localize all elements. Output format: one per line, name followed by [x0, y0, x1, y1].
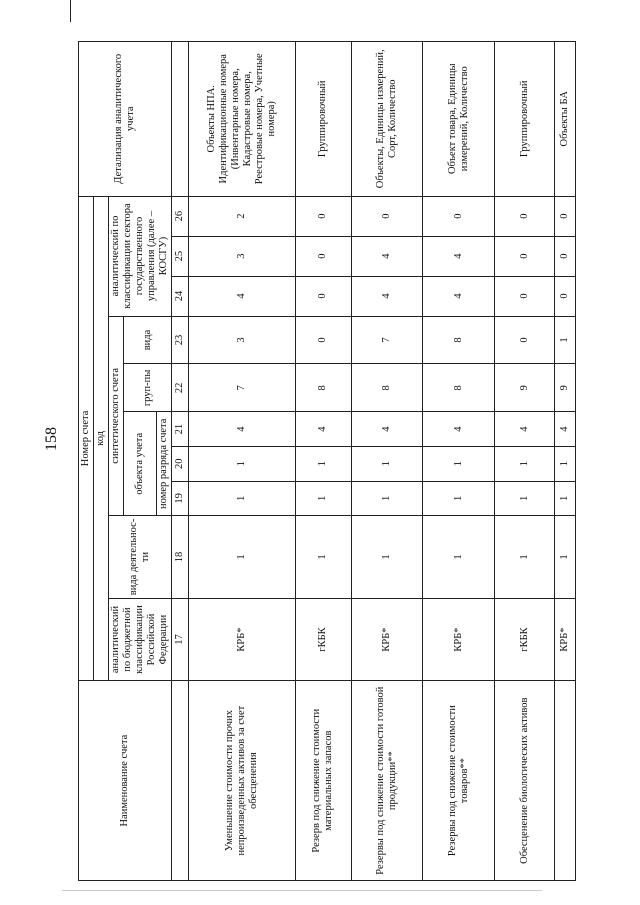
digit-cell: 20	[172, 446, 189, 481]
header-analytic-kosgu: аналитический по классификации сектора государственного управления (далее – КОСГУ)	[109, 196, 172, 316]
row-name: Резервы под снижение стоимости товаров**	[423, 681, 495, 881]
cell-digit: 4	[351, 276, 423, 316]
cell-digit: 0	[495, 276, 555, 316]
cell-digit: 4	[189, 276, 296, 316]
digit-cell: 24	[172, 276, 189, 316]
cell-digit: 7	[189, 364, 296, 412]
page-number: 158	[43, 427, 60, 451]
table-row	[495, 42, 555, 881]
cell-digit: 4	[555, 412, 576, 447]
header-detail: Детализация аналитического учета	[79, 42, 172, 197]
cell-analytic-budget: КРБ*	[555, 598, 576, 681]
cell-activity-type: 1	[423, 516, 495, 599]
cell-digit: 1	[423, 446, 495, 481]
cell-digit: 0	[555, 236, 576, 276]
page-edge-line	[62, 890, 542, 891]
cell-activity-type: 1	[189, 516, 296, 599]
cell-digit: 0	[495, 316, 555, 364]
cell-digit: 7	[351, 316, 423, 364]
header-code: код	[94, 196, 109, 681]
cell-digit: 1	[351, 481, 423, 516]
cell-digit: 1	[555, 481, 576, 516]
cell-digit: 1	[423, 481, 495, 516]
cell-digit: 8	[295, 364, 351, 412]
row-name: Резервы под снижение стоимости готовой продукции**	[351, 681, 423, 881]
header-account-number: Номер счета	[79, 196, 94, 681]
cell-activity-type: 1	[295, 516, 351, 599]
digit-cell: 26	[172, 196, 189, 236]
digit-cell: 23	[172, 316, 189, 364]
margin-mark	[70, 0, 71, 22]
digit-blank	[172, 42, 189, 197]
digit-cell: 17	[172, 598, 189, 681]
accounts-table	[78, 41, 576, 881]
row-name: Обесценение биологических активов	[495, 681, 555, 881]
cell-digit: 4	[423, 236, 495, 276]
cell-digit: 3	[189, 236, 296, 276]
cell-digit: 4	[423, 412, 495, 447]
digit-cell: 21	[172, 412, 189, 447]
row-detail: Объекты БА	[555, 42, 576, 197]
row-detail: Группировочный	[495, 42, 555, 197]
row-detail: Объект товара, Единицы измерений, Количество	[423, 42, 495, 197]
cell-digit: 4	[423, 276, 495, 316]
cell-digit: 0	[555, 276, 576, 316]
cell-digit: 4	[189, 412, 296, 447]
row-name: Резерв под снижение стоимости материальных запасов	[295, 681, 351, 881]
cell-digit: 0	[351, 196, 423, 236]
header-analytic-budget: аналитический по бюджетной классификации Российской Федерации	[109, 598, 172, 681]
cell-analytic-budget: КРБ*	[189, 598, 296, 681]
cell-digit: 8	[351, 364, 423, 412]
table-row	[295, 42, 351, 881]
cell-digit: 0	[495, 196, 555, 236]
cell-digit: 0	[295, 276, 351, 316]
header-account-name: Наименование счета	[79, 681, 172, 881]
cell-digit: 4	[495, 412, 555, 447]
cell-digit: 1	[555, 446, 576, 481]
cell-digit: 0	[295, 196, 351, 236]
cell-analytic-budget: КРБ*	[423, 598, 495, 681]
cell-analytic-budget: гКБК	[295, 598, 351, 681]
header-activity-type: вида деятельнос-ти	[109, 516, 172, 599]
header-category-digit: номер разряда счета	[157, 412, 172, 516]
cell-digit: 2	[189, 196, 296, 236]
cell-digit: 1	[495, 446, 555, 481]
table-row	[189, 42, 296, 881]
digit-cell: 22	[172, 364, 189, 412]
row-name	[555, 681, 576, 881]
cell-digit: 8	[423, 316, 495, 364]
header-kind: вида	[124, 316, 172, 364]
cell-digit: 1	[351, 446, 423, 481]
cell-analytic-budget: КРБ*	[351, 598, 423, 681]
cell-digit: 8	[423, 364, 495, 412]
cell-digit: 0	[423, 196, 495, 236]
cell-activity-type: 1	[495, 516, 555, 599]
cell-digit: 4	[351, 412, 423, 447]
row-name: Уменьшение стоимости прочих непроизведенных активов за счет обесценения	[189, 681, 296, 881]
digit-cell: 19	[172, 481, 189, 516]
row-detail: Группировочный	[295, 42, 351, 197]
cell-digit: 9	[555, 364, 576, 412]
header-synthetic: синтетического счета	[109, 316, 124, 516]
cell-activity-type: 1	[555, 516, 576, 599]
cell-digit: 1	[295, 446, 351, 481]
header-account-object: объекта учета	[124, 412, 157, 516]
digit-cell: 18	[172, 516, 189, 599]
cell-digit: 1	[189, 481, 296, 516]
row-detail: Объекты, Единицы измерений, Сорт, Количество	[351, 42, 423, 197]
cell-activity-type: 1	[351, 516, 423, 599]
cell-digit: 1	[189, 446, 296, 481]
cell-analytic-budget: гКБК	[495, 598, 555, 681]
cell-digit: 1	[495, 481, 555, 516]
cell-digit: 9	[495, 364, 555, 412]
cell-digit: 3	[189, 316, 296, 364]
header-group: груп-пы	[124, 364, 172, 412]
table-row	[555, 42, 576, 881]
digit-cell: 25	[172, 236, 189, 276]
cell-digit: 0	[555, 196, 576, 236]
cell-digit: 0	[295, 236, 351, 276]
row-detail: Объекты НПА. Идентификационные номера (Инвентарные номера, Кадастровые номера, Реестровые номера, Учетные номера)	[189, 42, 296, 197]
table-row	[423, 42, 495, 881]
cell-digit: 1	[295, 481, 351, 516]
cell-digit: 1	[555, 316, 576, 364]
cell-digit: 4	[351, 236, 423, 276]
table-row	[351, 42, 423, 881]
digit-blank	[172, 681, 189, 881]
cell-digit: 0	[295, 316, 351, 364]
accounts-table-wrapper	[78, 41, 571, 881]
cell-digit: 0	[495, 236, 555, 276]
cell-digit: 4	[295, 412, 351, 447]
